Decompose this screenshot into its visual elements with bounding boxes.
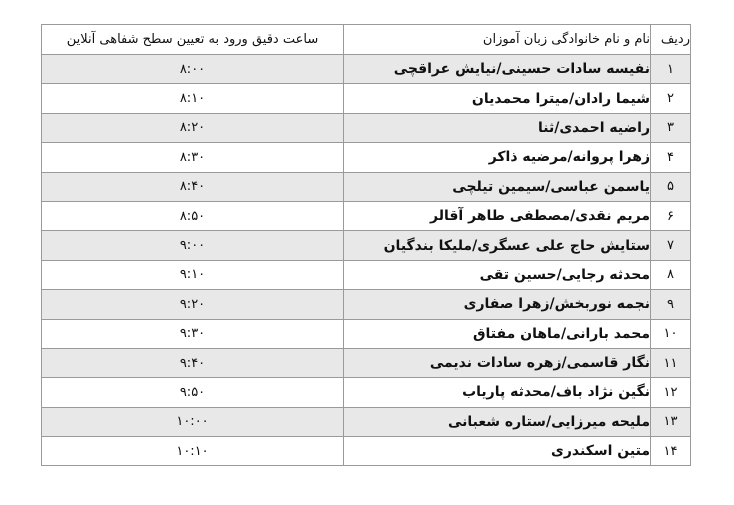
row-time: ۸:۱۰: [42, 84, 344, 113]
row-index: ۱: [651, 55, 691, 84]
row-time: ۸:۴۰: [42, 172, 344, 201]
row-index: ۳: [651, 113, 691, 142]
row-time: ۸:۲۰: [42, 113, 344, 142]
row-name: ملیحه میرزایی/ستاره شعبانی: [344, 407, 651, 436]
table-row: [42, 201, 691, 230]
row-time: ۸:۰۰: [42, 55, 344, 84]
row-index: ۶: [651, 201, 691, 230]
row-index: ۹: [651, 290, 691, 319]
row-time: ۹:۱۰: [42, 260, 344, 289]
row-name: محمد بارانی/ماهان مفتاق: [344, 319, 651, 348]
row-index: ۱۳: [651, 407, 691, 436]
row-name: مریم نقدی/مصطفی طاهر آقالر: [344, 201, 651, 230]
row-time: ۱۰:۰۰: [42, 407, 344, 436]
header-name: نام و نام خانوادگی زبان آموزان: [344, 25, 651, 55]
header-time: ساعت دقیق ورود به تعیین سطح شفاهی آنلاین: [42, 25, 344, 55]
row-name: ستایش حاج علی عسگری/ملیکا بندگیان: [344, 231, 651, 260]
row-time: ۹:۵۰: [42, 378, 344, 407]
table-row: [42, 348, 691, 377]
row-time: ۱۰:۱۰: [42, 437, 344, 466]
header-row: [42, 25, 691, 55]
header-index: ردیف: [651, 25, 691, 55]
table-row: [42, 319, 691, 348]
row-index: ۵: [651, 172, 691, 201]
table-row: [42, 113, 691, 142]
row-time: ۹:۴۰: [42, 348, 344, 377]
row-time: ۸:۵۰: [42, 201, 344, 230]
row-name: نفیسه سادات حسینی/نیایش عراقچی: [344, 55, 651, 84]
row-name: نگار قاسمی/زهره سادات ندیمی: [344, 348, 651, 377]
row-index: ۱۱: [651, 348, 691, 377]
table-row: [42, 55, 691, 84]
row-name: زهرا پروانه/مرضیه ذاکر: [344, 143, 651, 172]
row-index: ۱۰: [651, 319, 691, 348]
row-name: یاسمن عباسی/سیمین تیلچی: [344, 172, 651, 201]
table-row: [42, 378, 691, 407]
row-name: راضیه احمدی/ثنا: [344, 113, 651, 142]
row-time: ۹:۲۰: [42, 290, 344, 319]
row-index: ۷: [651, 231, 691, 260]
table-row: [42, 437, 691, 466]
table-body: [42, 55, 691, 466]
table-row: [42, 407, 691, 436]
table-row: [42, 143, 691, 172]
row-name: نگین نژاد باف/محدثه پاریاب: [344, 378, 651, 407]
row-index: ۴: [651, 143, 691, 172]
table-row: [42, 231, 691, 260]
table-row: [42, 172, 691, 201]
row-time: ۹:۰۰: [42, 231, 344, 260]
row-index: ۲: [651, 84, 691, 113]
table-row: [42, 84, 691, 113]
row-index: ۱۴: [651, 437, 691, 466]
table-row: [42, 260, 691, 289]
row-name: متین اسکندری: [344, 437, 651, 466]
row-time: ۹:۳۰: [42, 319, 344, 348]
row-index: ۱۲: [651, 378, 691, 407]
table-row: [42, 290, 691, 319]
row-name: محدثه رجایی/حسین تقی: [344, 260, 651, 289]
row-name: شیما رادان/میترا محمدیان: [344, 84, 651, 113]
row-time: ۸:۳۰: [42, 143, 344, 172]
schedule-table: [41, 24, 691, 466]
row-index: ۸: [651, 260, 691, 289]
row-name: نجمه نوربخش/زهرا صفاری: [344, 290, 651, 319]
